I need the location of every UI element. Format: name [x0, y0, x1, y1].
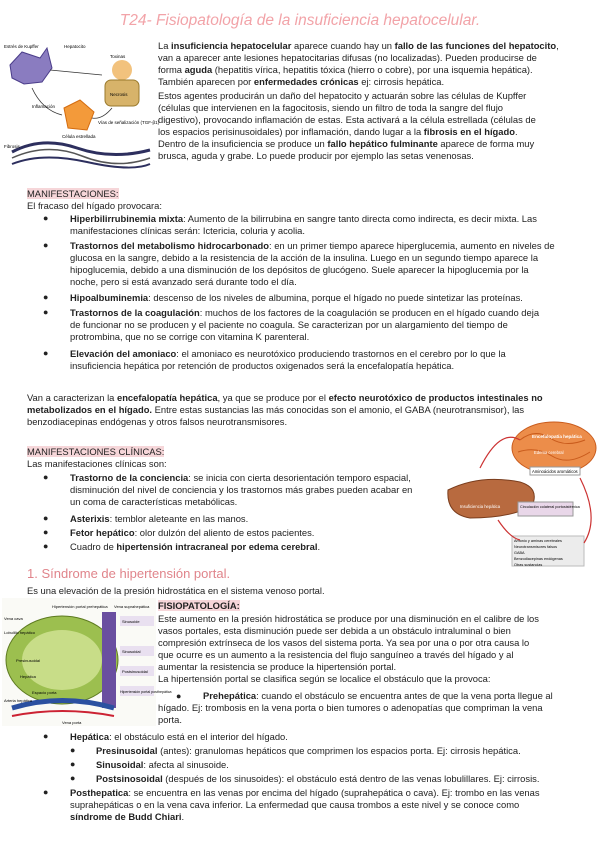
fisiopatologia-heading: FISIOPATOLOGÍA:	[158, 600, 240, 611]
fig1-label: Fibrosis	[4, 144, 20, 149]
fig3-label: Hepática	[20, 674, 36, 679]
fig1-label: Vías de señalización (TGF-β1)	[98, 120, 160, 125]
fig2-label: Neurotransmisores falsos	[514, 545, 558, 549]
fig1-label: Hepatocito	[64, 44, 86, 49]
fig3-label: Presinusoidal	[16, 658, 41, 663]
fig1-label: Inflamación	[32, 104, 56, 109]
fig3-label: Hipertensión portal posthepática	[120, 690, 172, 694]
fig2-label: Benzodiacepinas endógenas	[514, 557, 563, 561]
vena-cava-shape	[102, 612, 116, 708]
section1-heading: 1. Síndrome de hipertensión portal.	[27, 566, 231, 581]
fig3-label: Vena porta	[62, 720, 82, 725]
manifestaciones-intro: El fracaso del hígado provocara:	[27, 200, 162, 211]
fig2-label: Encefalopatía hepática	[532, 434, 582, 439]
fig3-label: Hipertensión portal prehepática	[52, 604, 108, 609]
fig2-label: Amonio y aminas cerebrales	[514, 539, 562, 543]
fig1-label: Estrés de Kupffer	[4, 44, 39, 49]
fig2-label: Circulación colateral portosistémica	[520, 505, 580, 509]
page-title: T24- Fisiopatología de la insuficiencia hepatocelular.	[119, 12, 481, 29]
liver-injury-diagram	[2, 40, 160, 170]
brain-shape	[512, 422, 596, 474]
fig3-label: Sinusoide	[122, 619, 140, 624]
fig3-label: Vena cava	[4, 616, 23, 621]
fig2-label: Edema cerebral	[534, 450, 564, 455]
clinicas-heading: MANIFESTACIONES CLÍNICAS:	[27, 446, 165, 457]
fig1-label: Célula estrellada	[62, 134, 96, 139]
section1-intro: Es una elevación de la presión hidrostática en el sistema venoso portal.	[27, 585, 325, 596]
fig3-label: Sinusoidal	[122, 649, 141, 654]
clinicas-intro: Las manifestaciones clínicas son:	[27, 458, 167, 469]
fig2-label: Insuficiencia hepática	[460, 504, 501, 509]
fig2-label: Aminoácidos aromáticos	[532, 469, 578, 474]
fig1-label: Toxinas	[110, 54, 126, 59]
fig3-label: Espacio porta	[32, 690, 57, 695]
toxin-shape	[112, 60, 132, 80]
fig2-label: GABA	[514, 551, 525, 555]
manifestaciones-heading: MANIFESTACIONES:	[27, 188, 119, 199]
fig3-label: Lobulillo hepático	[4, 630, 35, 635]
fig1-label: Necrosis	[110, 92, 128, 97]
portal-hypertension-diagram	[2, 598, 172, 726]
encephalopathy-diagram	[440, 418, 598, 570]
fig3-label: Postsinusoidal	[122, 669, 148, 674]
fig3-label: Vena suprahepática	[114, 604, 150, 609]
fig2-label: Otras sustancias	[514, 563, 543, 567]
fig3-label: Arteria hepática	[4, 698, 33, 703]
